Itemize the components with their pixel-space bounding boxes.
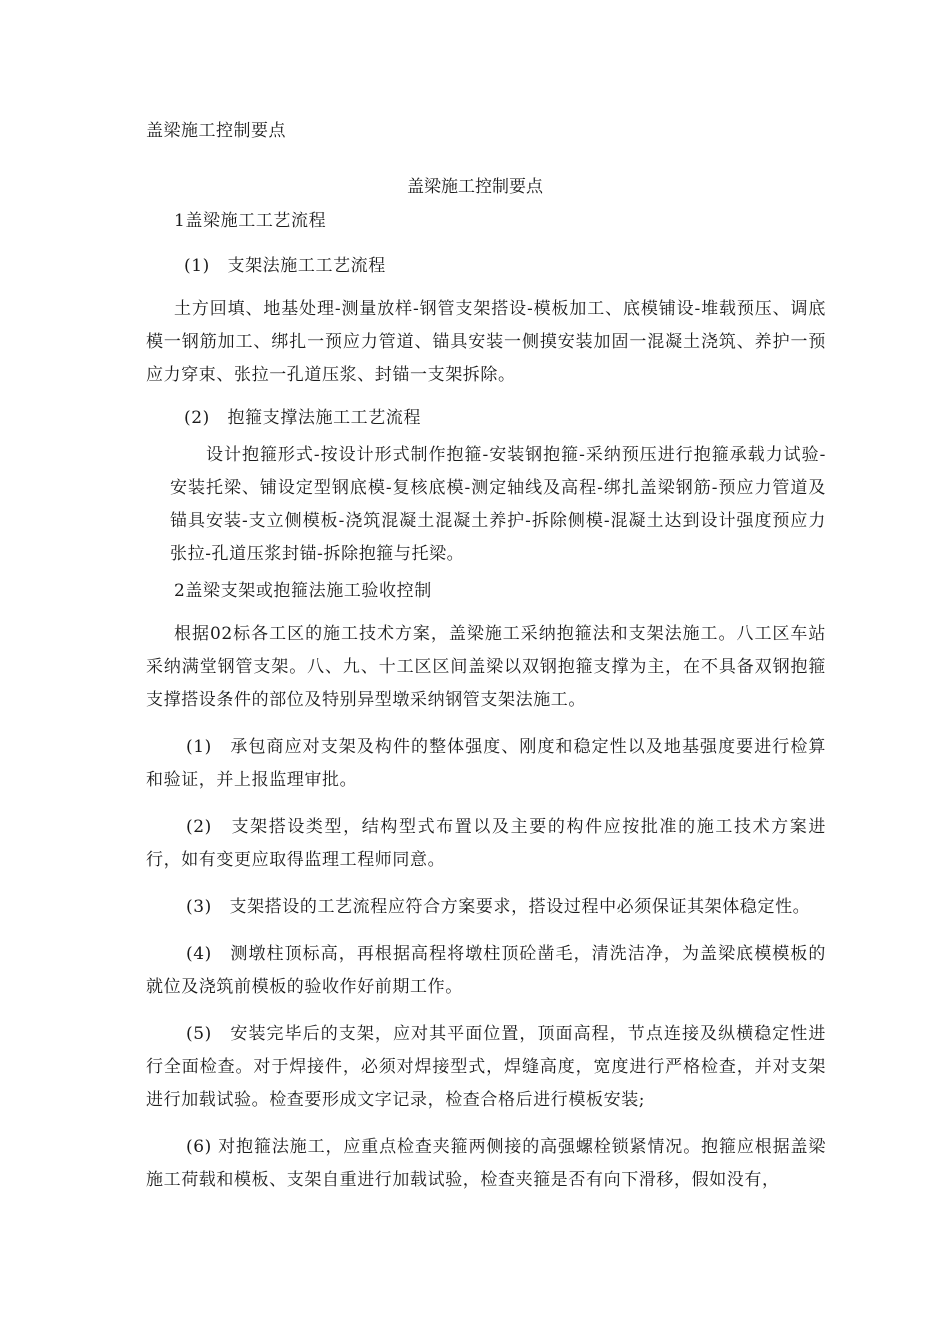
section-heading-1: 1盖梁施工工艺流程 (174, 211, 327, 231)
section-heading-2: 2盖梁支架或抱箍法施工验收控制 (174, 581, 432, 601)
list-item: (4) 测墩柱顶标高，再根据高程将墩柱顶砼凿毛，清洗洁净，为盖梁底模模板的就位及浇筑前模板的验收作好前期工作。 (146, 944, 826, 997)
paragraph-bracket-method: 土方回填、地基处理-测量放样-钢管支架搭设-模板加工、底模铺设-堆载预压、调底模一钢筋加工、绑扎一预应力管道、锚具安装一侧摸安装加固一混凝土浇筑、养护一预应力穿束、张拉一孔道压浆、封锚一支架拆除。 (146, 299, 826, 385)
paragraph-scheme-overview: 根据02标各工区的施工技术方案，盖梁施工采纳抱箍法和支架法施工。八工区车站采纳满堂钢管支架。八、九、十工区区间盖梁以双钢抱箍支撑为主，在不具备双钢抱箍支撑搭设条件的部位及特别异型墩采纳钢管支架法施工。 (146, 624, 826, 710)
list-item: (1) 承包商应对支架及构件的整体强度、刚度和稳定性以及地基强度要进行检算和验证，并上报监理审批。 (146, 737, 826, 790)
list-item: (3) 支架搭设的工艺流程应符合方案要求，搭设过程中必须保证其架体稳定性。 (186, 897, 811, 917)
list-item: (6) 对抱箍法施工，应重点检查夹箍两侧接的高强螺栓锁紧情况。抱箍应根据盖梁施工荷载和模板、支架自重进行加载试验，检查夹箍是否有向下滑移，假如没有， (146, 1137, 826, 1190)
list-item: (2) 支架搭设类型，结构型式布置以及主要的构件应按批准的施工技术方案进行，如有变更应取得监理工程师同意。 (146, 817, 826, 870)
document-header: 盖梁施工控制要点 (146, 121, 286, 141)
paragraph-hoop-method: 设计抱箍形式-按设计形式制作抱箍-安装钢抱箍-采纳预压进行抱箍承载力试验-安装托梁、铺设定型钢底模-复核底模-测定轴线及高程-绑扎盖梁钢筋-预应力管道及锚具安装-支立侧模板-浇筑混凝土混凝土养护-拆除侧模-混凝土达到设计强度预应力张拉-孔道压浆封锚-拆除抱箍与托梁。 (170, 445, 826, 564)
subsection-heading-1-2: (2) 抱箍支撑法施工工艺流程 (184, 408, 422, 428)
document-title: 盖梁施工控制要点 (407, 177, 543, 197)
list-item: (5) 安装完毕后的支架，应对其平面位置，顶面高程，节点连接及纵横稳定性进行全面检查。对于焊接件，必须对焊接型式，焊缝高度，宽度进行严格检查，并对支架进行加载试验。检查要形成文字记录，检查合格后进行模板安装; (146, 1024, 826, 1110)
document-body (146, 205, 826, 1197)
subsection-heading-1-1: (1) 支架法施工工艺流程 (184, 256, 386, 276)
